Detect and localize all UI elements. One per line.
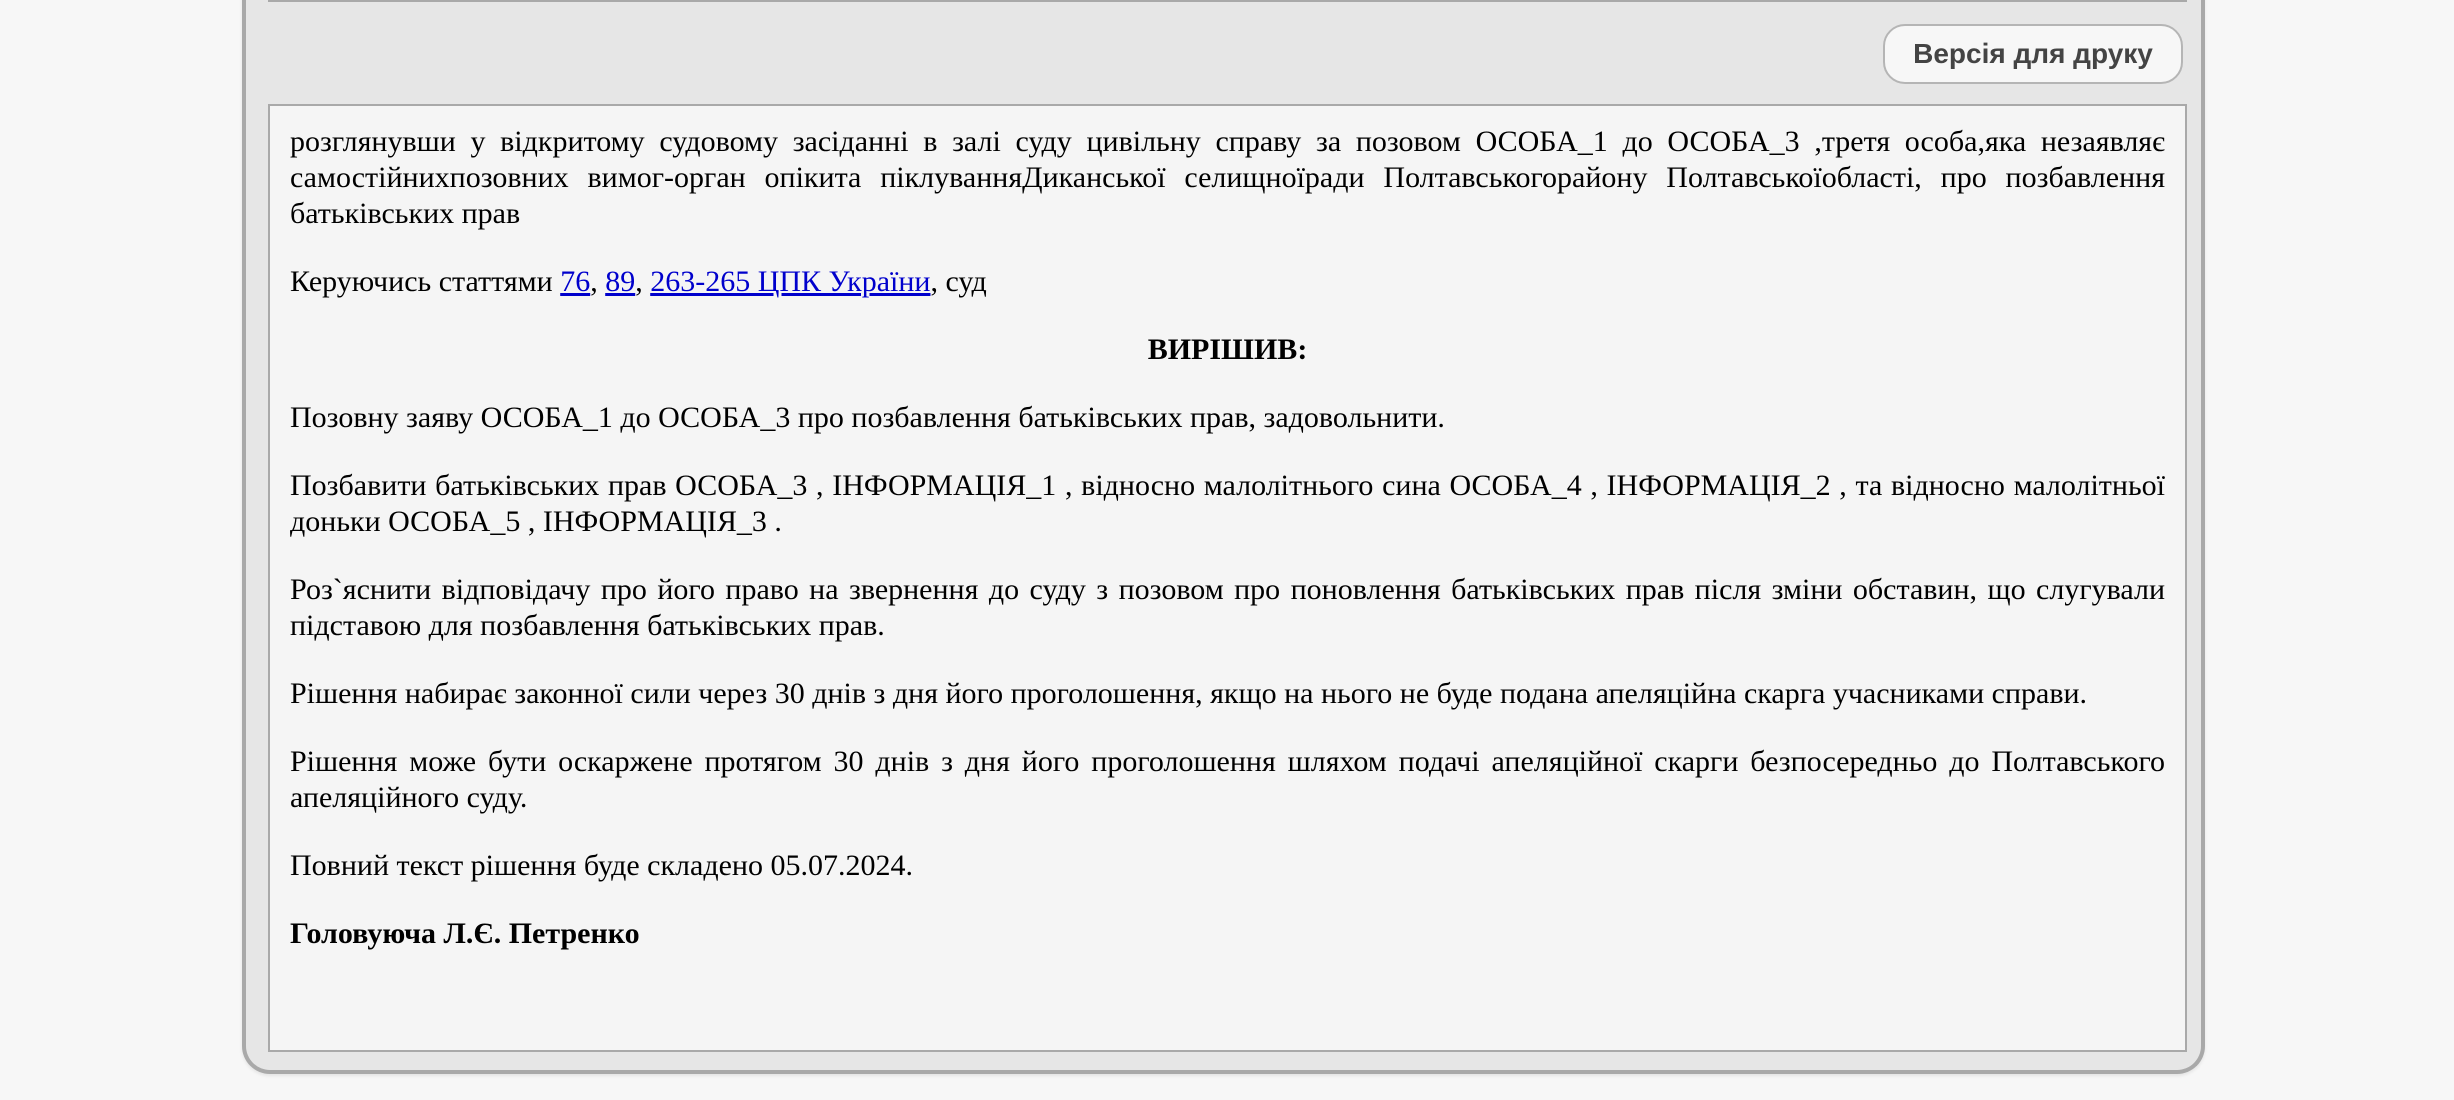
ruling-paragraph-deprive: Позбавити батьківських прав ОСОБА_3 , ІНФОРМАЦІЯ_1 , відносно малолітнього сина ОСОБА_4 , ІНФОРМАЦІЯ_2 , та відносно малолітньої доньки ОСОБА_5 , ІНФОРМАЦІЯ_3 . — [290, 469, 2165, 538]
document-text-area — [268, 104, 2187, 1052]
link-article-76[interactable]: 76 — [560, 265, 591, 298]
guided-prefix: Керуючись статтями — [290, 265, 561, 298]
link-separator: , — [590, 265, 606, 298]
presiding-judge-signature: Головуюча Л.Є. Петренко — [290, 917, 640, 950]
ruling-paragraph-claim: Позовну заяву ОСОБА_1 до ОСОБА_3 про позбавлення батьківських прав, задовольнити. — [290, 401, 1445, 434]
guided-suffix: , суд — [930, 265, 987, 298]
decision-heading: ВИРІШИВ: — [1147, 333, 1308, 366]
guided-by-paragraph — [290, 264, 2165, 300]
link-separator: , — [635, 265, 651, 298]
ruling-paragraph-appeal: Рішення може бути оскаржене протягом 30 днів з дня його проголошення шляхом подачі апеляційної скарги безпосередньо до Полтавського апеляційного суду. — [290, 745, 2165, 814]
intro-paragraph: розглянувши у відкритому судовому засіданні в залі суду цивільну справу за позовом ОСОБА_1 до ОСОБА_3 ,третя особа,яка незаявляє самостійнихпозовних вимог-орган опікита піклуванняДиканської селищноїради Полтавськогорайону Полтавськоїобласті, про позбавлення батьківських прав — [290, 125, 2165, 230]
link-cpk-articles[interactable]: 263-265 ЦПК України — [650, 265, 931, 298]
previous-content-frame — [268, 0, 2187, 2]
ruling-paragraph-explain: Роз`яснити відповідачу про його право на звернення до суду з позовом про поновлення батьківських прав після зміни обставин, що слугували підставою для позбавлення батьківських прав. — [290, 573, 2165, 642]
document-panel — [242, 0, 2205, 1074]
ruling-paragraph-full-text: Повний текст рішення буде складено 05.07.2024. — [290, 849, 913, 882]
ruling-paragraph-effect: Рішення набирає законної сили через 30 днів з дня його проголошення, якщо на нього не буде подана апеляційна скарга учасниками справи. — [290, 677, 2088, 710]
print-version-button[interactable]: Версія для друку — [1883, 24, 2183, 84]
link-article-89[interactable]: 89 — [605, 265, 636, 298]
